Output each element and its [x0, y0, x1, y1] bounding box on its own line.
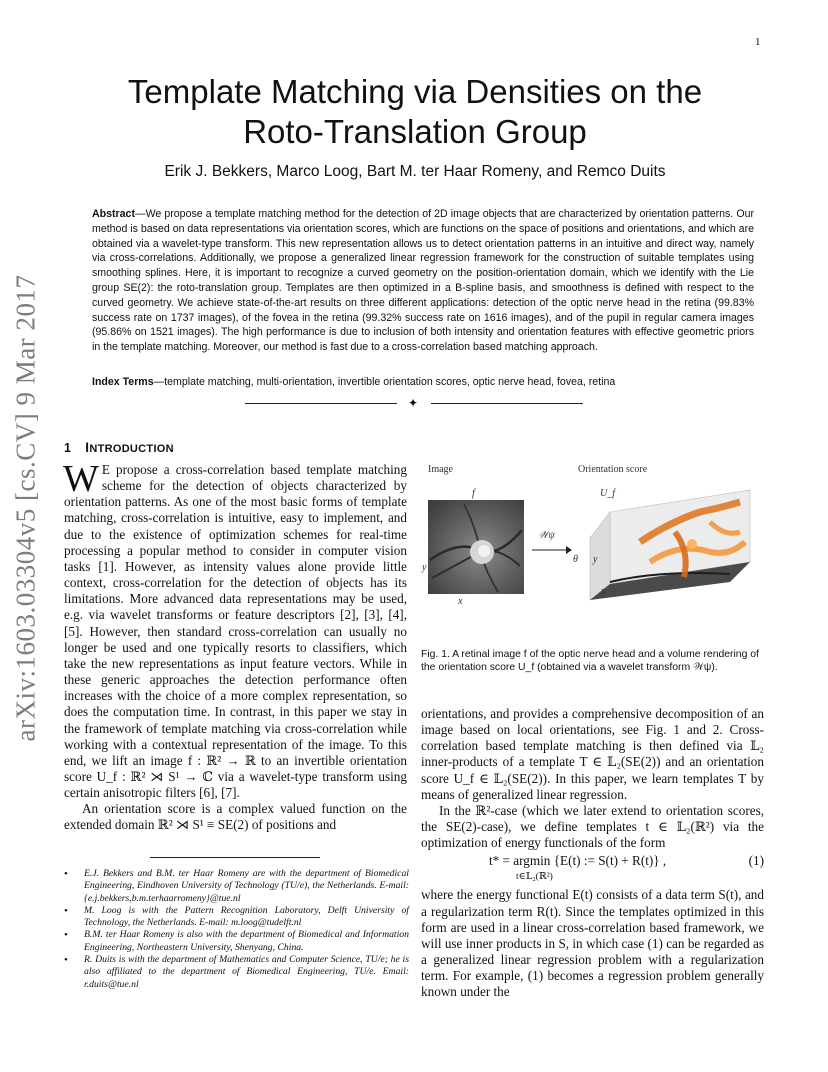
divider-line-left: [245, 403, 397, 404]
divider-line-right: [431, 403, 583, 404]
figure-symbol-wpsi: 𝒲ψ: [538, 530, 555, 541]
divider-ornament: ✦: [408, 396, 419, 410]
figure-1-caption: Fig. 1. A retinal image f of the optic nerve head and a volume rendering of the orientation score U_f (obtained via a wavelet transform 𝒲ψ).: [421, 649, 759, 673]
footnote-rule: [150, 857, 320, 858]
figure-1: [420, 462, 765, 642]
right-paragraph-3: where the energy functional E(t) consists of a data term S(t), and a regularization term R(t). Since the templates optimized in this form are used in a linear cross-correlation based framework, we will use inner products in S, in which case (1) can be regarded as a generalized linear regression problem with a regularization term. For example, (1) becomes a regression problem generally known under the: [421, 887, 764, 1000]
left-column-body: [63, 458, 407, 834]
page-number: 1: [755, 36, 761, 48]
index-terms-label: Index Terms: [92, 376, 154, 388]
drop-cap: W: [63, 458, 99, 500]
footnote-item: • M. Loog is with the Pattern Recognition Laboratory, Delft University of Technology, the Netherlands. E-mail: m.loog@tudelft.nl: [64, 905, 409, 930]
intro-paragraph-1: [63, 458, 407, 801]
paper-title: Template Matching via Densities on the Roto-Translation Group: [127, 73, 703, 150]
equation-1: [421, 851, 764, 887]
author-list: Erik J. Bekkers, Marco Loog, Bart M. ter Haar Romeny, and Remco Duits: [164, 163, 666, 180]
right-paragraph-2: In the ℝ²-case (which we later extend to orientation scores, the SE(2)-case), we define templates t ∈ 𝕃₂(ℝ²) via the optimization of energy functionals of the form: [421, 802, 764, 851]
figure-axis-theta: θ: [573, 554, 578, 565]
figure-label-orientation-score: Orientation score: [578, 464, 648, 475]
section-number: 1: [64, 441, 72, 455]
section-heading-introduction: [64, 440, 174, 455]
transform-arrow: [530, 544, 574, 556]
abstract-text: —We propose a template matching method for the detection of 2D image objects that are characterized by orientation patterns. Our method is based on data representations via orientation scores, which are functions on the space of positions and orientations, and which are obtained via a wavelet-type transform. This new representation allows us to detect orientation patterns in an intuitive and direct way, namely via cross-correlations. Additionally, we propose a generalized linear regression framework for the construction of suitable templates using smoothing splines. Here, it is important to recognize a curved geometry on the position-orientation domain, which we identify with the Lie group SE(2): the roto-translation group. Templates are then optimized in a B-spline basis, and smoothness is defined with respect to the curved geometry. We achieve state-of-the-art results on three different applications: detection of the optic nerve head in the retina (99.83% success rate on 1737 images), of the fovea in the retina (99.32% success rate on 1616 images), and of the pupil in regular camera images (95.86% on 1521 images). The high performance is due to inclusion of both intensity and orientation features with effective geometric priors in the template matching. Moreover, our method is fast due to a cross-correlation based matching approach.: [92, 208, 754, 354]
footnote-item: • E.J. Bekkers and B.M. ter Haar Romeny are with the department of Biomedical Engineering, Eindhoven University of Technology (TU/e), the Netherlands. E-mail: {e.j.bekkers,b.m.terhaarromeny}@tue.nl: [64, 868, 409, 905]
arxiv-identifier-text: arXiv:1603.03304v5 [cs.CV] 9 Mar 2017: [10, 274, 41, 742]
orientation-score-volume: [580, 482, 765, 602]
abstract-label: Abstract: [92, 208, 135, 220]
figure-axis-x-image: x: [458, 596, 463, 607]
footnote-item: • R. Duits is with the department of Mathematics and Computer Science, TU/e; he is also affiliated to the department of Biomedical Engineering, TU/e. Email: r.duits@tue.nl: [64, 954, 409, 991]
figure-axis-x-score: x: [601, 586, 606, 597]
footnote-item: • B.M. ter Haar Romeny is also with the department of Biomedical and Information Engineering, Northeastern University, Shenyang, China.: [64, 929, 409, 954]
section-title-initial: I: [85, 440, 90, 455]
figure-symbol-f: f: [472, 488, 475, 499]
figure-label-image: Image: [428, 464, 453, 475]
figure-axis-y-image: y: [422, 562, 427, 573]
right-column-body: [421, 706, 764, 1001]
intro-paragraph-1-text: E propose a cross-correlation based template matching scheme for the detection of objects characterized by orientation patterns. As one of the most basic forms of template matching, cross-correlation is intuitive, easy to implement, and due to the existence of optimization schemes for real-time processing a popular method to consider in computer vision tasks [1]. However, as intensity values alone provide little context, cross-correlation for the detection of objects has its limitations. More advanced data representations may be used, e.g. via wavelet transforms or feature descriptors [2], [3], [4], [5]. However, then standard cross-correlation can usually no longer be used and one typically resorts to classifiers, which take the new representations as input feature vectors. While in these generic approaches the detection performance often increases with the choice of a more complex representation, so does the computation time. In contrast, in this paper we stay in the framework of template matching via cross-correlation while working with a contextual representation of the image. To this end, we lift an image f : ℝ² → ℝ to an invertible orientation score U_f : ℝ² ⋊ S¹ → ℂ via a wavelet-type transform using certain anisotropic filters [6], [7].: [64, 462, 407, 801]
figure-symbol-uf: U_f: [600, 488, 615, 499]
index-terms-text: —template matching, multi-orientation, invertible orientation scores, optic nerve head, fovea, retina: [153, 376, 616, 388]
equation-1-expression: t* = argmin {E(t) := S(t) + R(t)} ,: [489, 853, 667, 869]
equation-1-number: (1): [748, 853, 764, 869]
index-terms: [92, 376, 754, 388]
section-divider: [245, 396, 583, 410]
right-paragraph-1: orientations, and provides a comprehensive decomposition of an image based on local orientations, see Fig. 1 and 2. Cross-correlation based template matching is then defined via 𝕃₂ inner-products of a template T ∈ 𝕃₂(SE(2)) and an orientation score U_f ∈ 𝕃₂(SE(2)). In this paper, we learn templates T by means of generalized linear regression.: [421, 706, 764, 802]
arxiv-identifier: [3, 274, 49, 742]
author-footnotes: [64, 868, 409, 991]
equation-1-subscript: t∈𝕃₂(ℝ²): [516, 872, 553, 883]
figure-axis-y-score: y: [593, 554, 598, 565]
abstract: [92, 207, 754, 355]
retinal-image: [428, 500, 524, 594]
section-title-rest: NTRODUCTION: [89, 443, 174, 455]
intro-paragraph-2: An orientation score is a complex valued function on the extended domain ℝ² ⋊ S¹ ≡ SE(2) of positions and: [64, 801, 407, 833]
